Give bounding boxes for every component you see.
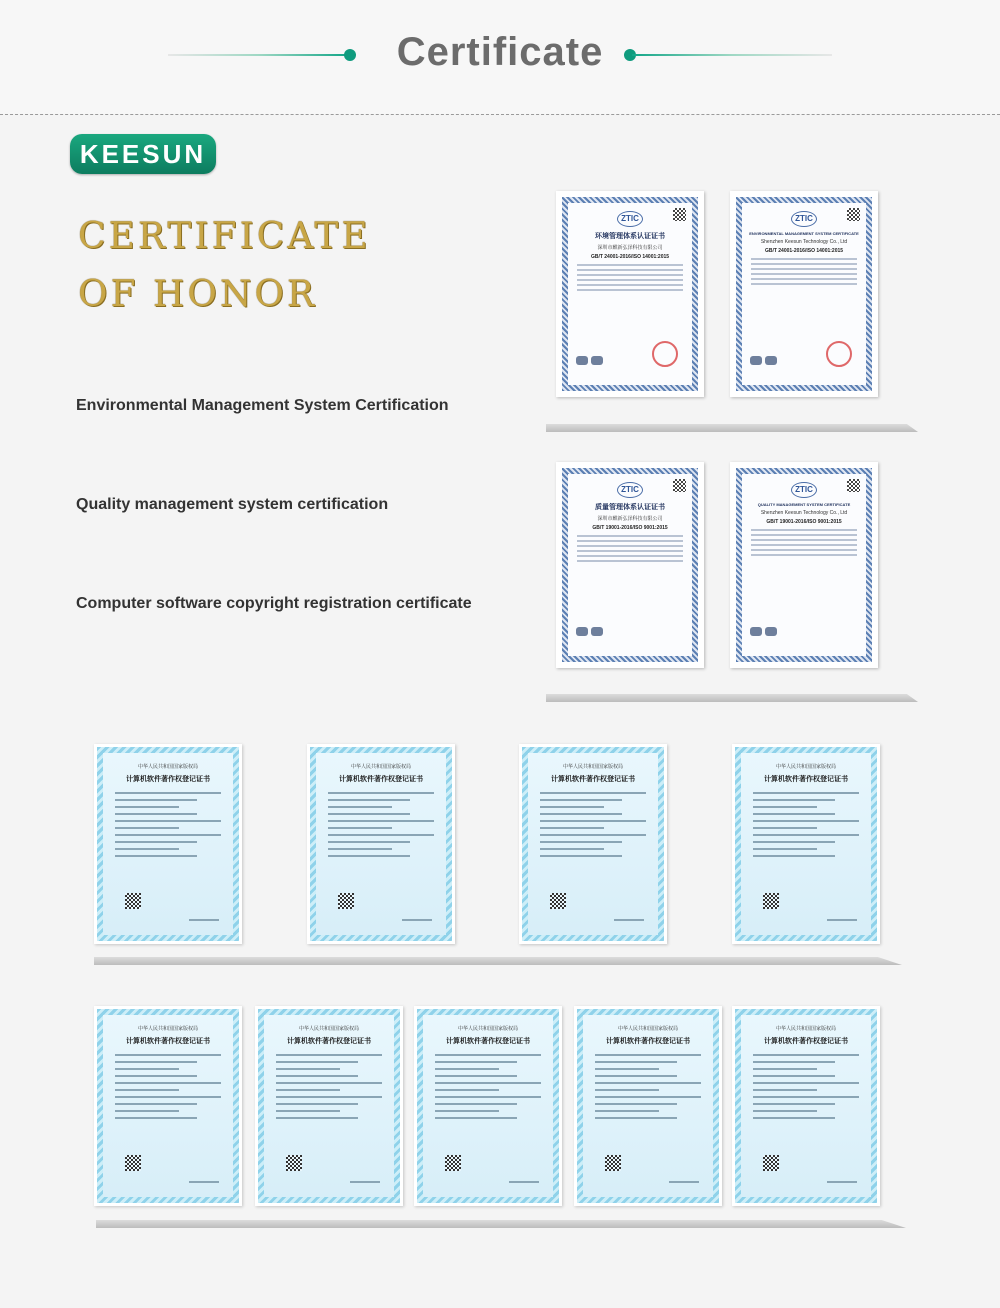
brand-logo-badge: KEESUN (70, 134, 216, 174)
certificate-issuer: 中华人民共和国国家版权局 (457, 1026, 518, 1032)
ztic-logo: ZTIC (617, 482, 643, 498)
certificate-title: 计算机软件著作权登记证书 (126, 1038, 210, 1045)
certificate-body-text (747, 792, 865, 857)
qr-code-icon (673, 208, 686, 221)
software-copyright-certificate (307, 744, 455, 944)
qr-code-icon (445, 1155, 461, 1171)
certificate-issuer: 中华人民共和国国家版权局 (298, 1026, 359, 1032)
qr-code-icon (673, 479, 686, 492)
header-right-line (632, 54, 832, 56)
red-seal-stamp (652, 341, 678, 367)
certificate-title: 计算机软件著作权登记证书 (287, 1038, 371, 1045)
certificate-issuer: 中华人民共和国国家版权局 (617, 1026, 678, 1032)
certificate-body-text (270, 1054, 388, 1119)
certificate-company: Shenzhen Keesun Technology Co., Ltd (760, 510, 848, 516)
qr-code-icon (338, 893, 354, 909)
software-copyright-certificate (414, 1006, 562, 1206)
certificate-standard: GB/T 24001-2016/ISO 14001:2015 (764, 248, 844, 254)
certificate-title: 计算机软件著作权登记证书 (126, 776, 210, 783)
qr-code-icon (847, 479, 860, 492)
iso-certificate (730, 191, 878, 397)
software-copyright-certificate (732, 1006, 880, 1206)
certificate-title: 计算机软件著作权登记证书 (551, 776, 635, 783)
page-header (0, 0, 1000, 114)
certificate-title: 计算机软件著作权登记证书 (764, 1038, 848, 1045)
certificate-body-text (589, 1054, 707, 1119)
software-copyright-certificate (519, 744, 667, 944)
software-copyright-certificate (732, 744, 880, 944)
certificate-body-text (575, 264, 685, 291)
certificate-body-text (749, 258, 859, 285)
certificate-title: QUALITY MANAGEMENT SYSTEM CERTIFICATE (757, 502, 851, 507)
certificate-standard: GB/T 19001-2016/ISO 9001:2015 (592, 525, 668, 531)
ztic-logo: ZTIC (791, 211, 817, 227)
software-copyright-certificate (94, 1006, 242, 1206)
display-shelf (546, 424, 918, 432)
certificate-company: 深圳市麒新弘泽科技有限公司 (597, 245, 663, 251)
certificate-title: 计算机软件著作权登记证书 (446, 1038, 530, 1045)
accreditation-marks (750, 627, 777, 636)
display-shelf (94, 957, 902, 965)
certificate-company: 深圳市麒新弘泽科技有限公司 (597, 516, 663, 522)
qr-code-icon (763, 893, 779, 909)
certificate-body-text (747, 1054, 865, 1119)
certificate-body-text (749, 529, 859, 556)
certificate-standard: GB/T 24001-2016/ISO 14001:2015 (590, 254, 670, 260)
red-seal-stamp (826, 341, 852, 367)
accreditation-marks (576, 356, 603, 365)
dashed-divider (0, 114, 1000, 115)
label-software: Computer software copyright registration certificate (76, 595, 472, 612)
qr-code-icon (763, 1155, 779, 1171)
software-copyright-certificate (574, 1006, 722, 1206)
certificate-issuer: 中华人民共和国国家版权局 (775, 1026, 836, 1032)
qr-code-icon (550, 893, 566, 909)
page-title: Certificate (396, 30, 604, 74)
certificate-issuer: 中华人民共和国国家版权局 (350, 764, 411, 770)
certificate-title: ENVIRONMENTAL MANAGEMENT SYSTEM CERTIFICATE (749, 231, 859, 236)
accreditation-marks (750, 356, 777, 365)
qr-code-icon (605, 1155, 621, 1171)
qr-code-icon (125, 1155, 141, 1171)
honor-heading-line2: OF HONOR (78, 274, 317, 315)
qr-code-icon (286, 1155, 302, 1171)
ztic-logo: ZTIC (617, 211, 643, 227)
certificate-title: 环境管理体系认证证书 (595, 233, 665, 240)
software-copyright-certificate (94, 744, 242, 944)
certificate-body-text (575, 535, 685, 562)
qr-code-icon (847, 208, 860, 221)
accreditation-marks (576, 627, 603, 636)
software-copyright-certificate (255, 1006, 403, 1206)
honor-heading-line1: CERTIFICATE (78, 216, 371, 257)
certificate-issuer: 中华人民共和国国家版权局 (137, 1026, 198, 1032)
certificate-body-text (322, 792, 440, 857)
iso-certificate (556, 462, 704, 668)
certificate-title: 计算机软件著作权登记证书 (606, 1038, 690, 1045)
certificate-body-text (534, 792, 652, 857)
iso-certificate (556, 191, 704, 397)
certificate-standard: GB/T 19001-2016/ISO 9001:2015 (766, 519, 842, 525)
certificate-issuer: 中华人民共和国国家版权局 (137, 764, 198, 770)
qr-code-icon (125, 893, 141, 909)
certificate-body-text (109, 792, 227, 857)
certificate-title: 计算机软件著作权登记证书 (764, 776, 848, 783)
label-environmental: Environmental Management System Certification (76, 397, 449, 414)
certificate-title: 质量管理体系认证证书 (595, 504, 665, 511)
certificate-issuer: 中华人民共和国国家版权局 (775, 764, 836, 770)
certificate-company: Shenzhen Keesun Technology Co., Ltd (760, 239, 848, 245)
iso-certificate (730, 462, 878, 668)
display-shelf (546, 694, 918, 702)
certificate-body-text (429, 1054, 547, 1119)
certificate-body-text (109, 1054, 227, 1119)
certificate-title: 计算机软件著作权登记证书 (339, 776, 423, 783)
certificate-issuer: 中华人民共和国国家版权局 (562, 764, 623, 770)
ztic-logo: ZTIC (791, 482, 817, 498)
label-quality: Quality management system certification (76, 496, 389, 513)
display-shelf (96, 1220, 906, 1228)
